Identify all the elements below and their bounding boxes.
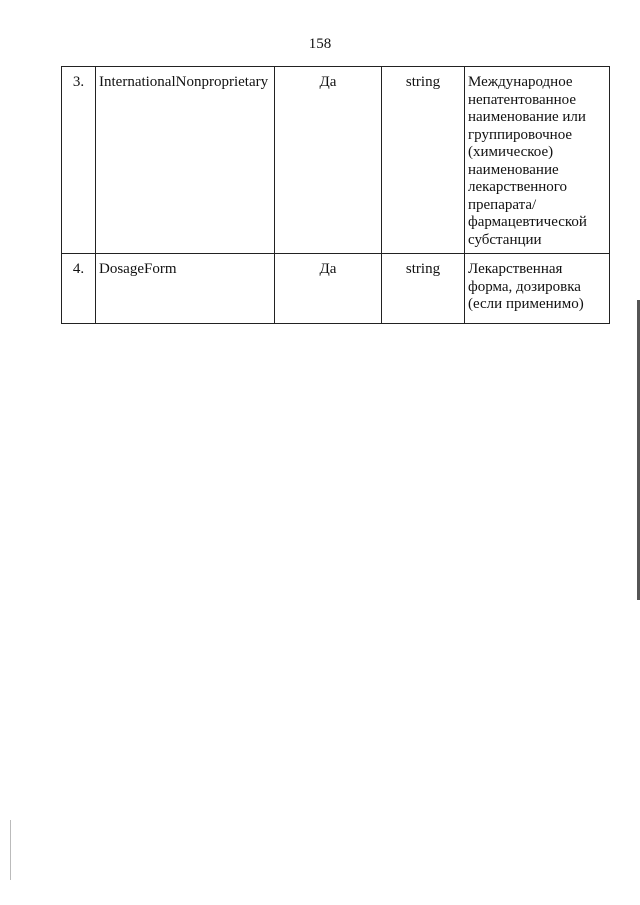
- table-row: [62, 254, 610, 324]
- field-type: string: [382, 254, 465, 324]
- row-number: 3.: [62, 67, 96, 254]
- required-flag: Да: [275, 254, 382, 324]
- row-number: 4.: [62, 254, 96, 324]
- required-flag: Да: [275, 67, 382, 254]
- table-row: [62, 67, 610, 254]
- page-number: 158: [308, 36, 332, 52]
- field-name: DosageForm: [96, 254, 275, 324]
- field-description: Международное непатентованное наименование или группировочное (химическое) наименование лекарственного препарата/ фармацевтической субстанции: [465, 67, 610, 254]
- field-name: InternationalNonproprietary: [96, 67, 275, 254]
- field-type: string: [382, 67, 465, 254]
- fields-table: [61, 66, 610, 324]
- scan-artifact-line: [10, 820, 11, 880]
- field-description: Лекарственная форма, дозировка (если применимо): [465, 254, 610, 324]
